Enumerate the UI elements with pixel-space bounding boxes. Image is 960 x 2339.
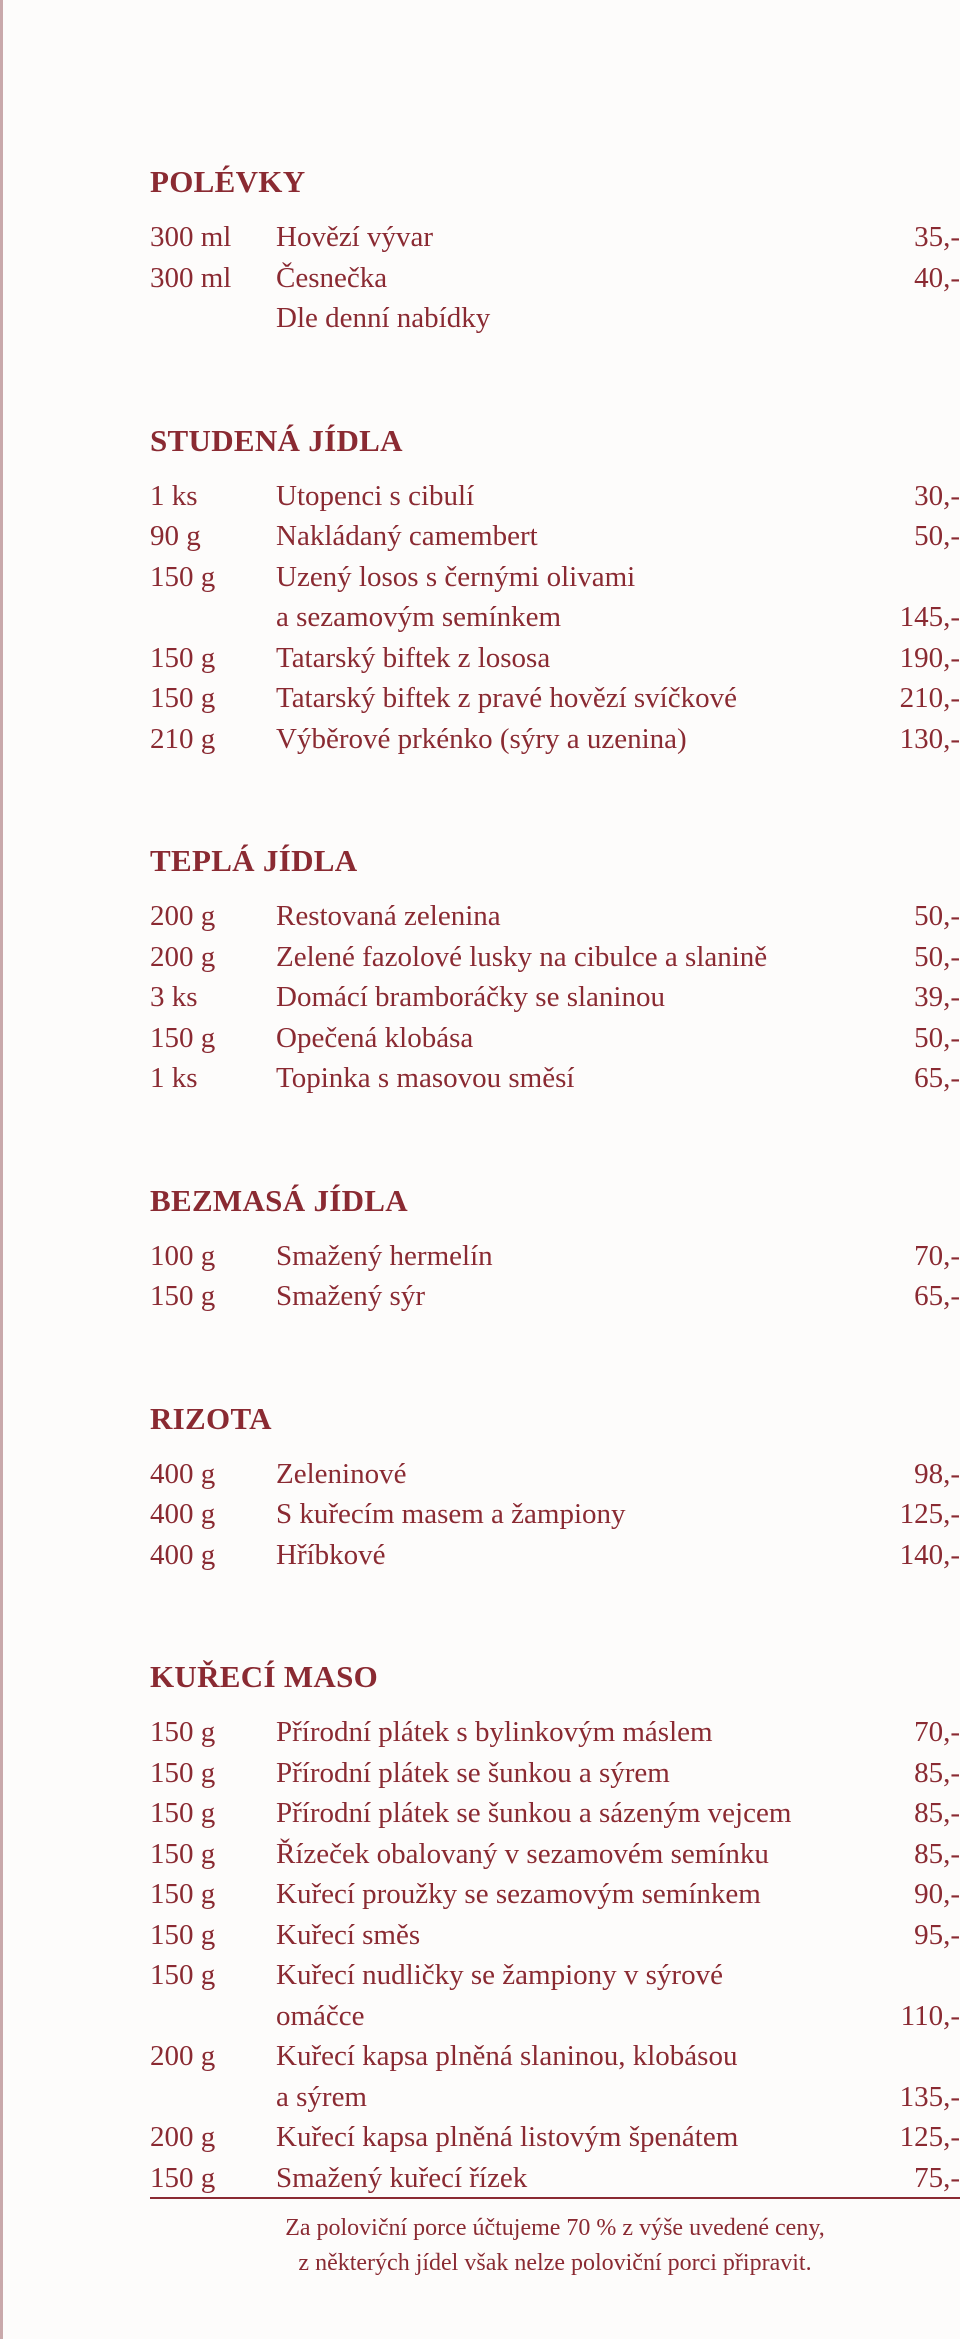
menu-item xyxy=(150,719,960,760)
item-quantity xyxy=(150,1996,276,2037)
item-price: 130,- xyxy=(899,722,960,755)
menu-item xyxy=(150,1236,960,1277)
item-price: 135,- xyxy=(899,2080,960,2113)
menu-item xyxy=(150,937,960,978)
menu-section xyxy=(150,162,960,339)
item-price: 39,- xyxy=(914,981,960,1013)
item-price: 145,- xyxy=(899,601,960,633)
item-quantity: 150 g xyxy=(150,2161,216,2194)
item-name: Hovězí vývar xyxy=(276,221,434,253)
item-quantity: 150 g xyxy=(150,1918,216,1951)
item-quantity: 300 ml xyxy=(150,261,232,294)
item-quantity xyxy=(150,298,276,339)
item-price: 85,- xyxy=(914,1837,960,1870)
item-name: Kuřecí kapsa plněná slaninou, klobásou xyxy=(276,2040,738,2072)
item-name: Kuřecí směs xyxy=(276,1918,421,1951)
item-quantity: 150 g xyxy=(150,1280,216,1312)
item-price: 210,- xyxy=(899,682,960,714)
item-name: Domácí bramboráčky se slaninou xyxy=(276,981,665,1013)
section-title: RIZOTA xyxy=(150,1400,272,1436)
item-price: 75,- xyxy=(914,2161,960,2194)
item-name: Řízeček obalovaný v sezamovém semínku xyxy=(276,1837,769,1870)
item-quantity: 150 g xyxy=(150,560,216,593)
item-quantity: 150 g xyxy=(150,1021,216,1054)
footer-divider xyxy=(150,2197,960,2199)
item-quantity: 200 g xyxy=(150,940,216,973)
item-price xyxy=(948,2036,960,2077)
item-price: 95,- xyxy=(914,1918,960,1951)
item-name: Restovaná zelenina xyxy=(276,900,501,932)
menu-section xyxy=(150,1181,960,1317)
item-price: 70,- xyxy=(914,1239,960,1272)
item-price xyxy=(948,1955,960,1996)
item-name: a sezamovým semínkem xyxy=(276,601,562,633)
item-price xyxy=(948,557,960,598)
item-name: Kuřecí proužky se sezamovým semínkem xyxy=(276,1878,761,1910)
menu-item xyxy=(150,2158,960,2199)
item-name: Kuřecí nudličky se žampiony v sýrové xyxy=(276,1959,723,1991)
item-quantity: 150 g xyxy=(150,1716,216,1748)
menu-item xyxy=(150,516,960,557)
item-name: Výběrové prkénko (sýry a uzenina) xyxy=(276,722,687,755)
item-price: 85,- xyxy=(914,1797,960,1829)
item-price: 140,- xyxy=(899,1538,960,1571)
item-price: 50,- xyxy=(914,520,960,552)
item-quantity xyxy=(150,597,276,638)
item-price: 30,- xyxy=(914,479,960,512)
item-quantity: 90 g xyxy=(150,520,201,552)
item-name: Tatarský biftek z lososa xyxy=(276,641,551,674)
menu-item xyxy=(150,1915,960,1956)
item-name: Opečená klobása xyxy=(276,1021,474,1054)
section-title: STUDENÁ JÍDLA xyxy=(150,422,403,458)
item-name: Topinka s masovou směsí xyxy=(276,1062,575,1094)
item-price: 190,- xyxy=(899,641,960,674)
item-name: Přírodní plátek se šunkou a sýrem xyxy=(276,1756,670,1789)
menu-item xyxy=(150,1494,960,1535)
item-price: 85,- xyxy=(914,1756,960,1789)
item-name: Česnečka xyxy=(276,261,388,294)
menu-section xyxy=(150,1657,960,2198)
item-quantity: 400 g xyxy=(150,1457,216,1490)
item-name: omáčce xyxy=(276,1999,365,2032)
menu-item xyxy=(150,298,960,339)
menu-item xyxy=(150,1996,960,2037)
menu-item xyxy=(150,1712,960,1753)
item-name: Hříbkové xyxy=(276,1538,386,1571)
menu-item xyxy=(150,977,960,1018)
item-quantity: 1 ks xyxy=(150,479,198,512)
item-price: 110,- xyxy=(900,1999,960,2032)
item-name: Tatarský biftek z pravé hovězí svíčkové xyxy=(276,682,737,714)
menu-section xyxy=(150,421,960,760)
menu-item xyxy=(150,1834,960,1875)
item-quantity: 210 g xyxy=(150,722,216,755)
item-name: Zelené fazolové lusky na cibulce a slanině xyxy=(276,940,768,973)
item-name: Smažený kuřecí řízek xyxy=(276,2161,528,2194)
footer-note-line-2: z některých jídel však nelze poloviční porci připravit. xyxy=(298,2250,812,2276)
item-price: 98,- xyxy=(914,1457,960,1490)
item-quantity: 200 g xyxy=(150,2121,216,2153)
menu-item xyxy=(150,678,960,719)
section-title: POLÉVKY xyxy=(150,164,306,199)
footer-note-line-1: Za poloviční porce účtujeme 70 % z výše uvedené ceny, xyxy=(285,2215,825,2241)
item-name: Přírodní plátek s bylinkovým máslem xyxy=(276,1716,713,1748)
item-name: a sýrem xyxy=(276,2080,367,2113)
menu-item xyxy=(150,2036,960,2077)
item-price: 65,- xyxy=(914,1280,960,1312)
menu-item xyxy=(150,2077,960,2118)
item-quantity: 150 g xyxy=(150,1756,216,1789)
item-price: 50,- xyxy=(914,940,960,973)
item-quantity: 150 g xyxy=(150,641,216,674)
item-name: Smažený sýr xyxy=(276,1280,425,1312)
section-title: KUŘECÍ MASO xyxy=(150,1659,379,1694)
item-quantity: 200 g xyxy=(150,2040,216,2072)
menu-item xyxy=(150,896,960,937)
menu-item xyxy=(150,1058,960,1099)
item-price: 70,- xyxy=(914,1716,960,1748)
menu-item xyxy=(150,1874,960,1915)
menu-section xyxy=(150,841,960,1099)
item-name: Smažený hermelín xyxy=(276,1239,493,1272)
item-name: Nakládaný camembert xyxy=(276,520,538,552)
menu-item xyxy=(150,217,960,258)
menu-item xyxy=(150,1955,960,1996)
menu-item xyxy=(150,1276,960,1317)
footer xyxy=(150,2197,960,2281)
section-title: TEPLÁ JÍDLA xyxy=(150,843,358,878)
menu-item xyxy=(150,1454,960,1495)
menu-item xyxy=(150,2117,960,2158)
item-name: Zeleninové xyxy=(276,1457,407,1490)
item-price: 35,- xyxy=(914,221,960,253)
item-name: Utopenci s cibulí xyxy=(276,479,475,512)
item-quantity xyxy=(150,2077,276,2118)
item-price: 40,- xyxy=(914,261,960,294)
item-price: 125,- xyxy=(899,2121,960,2153)
item-quantity: 3 ks xyxy=(150,981,198,1013)
item-price xyxy=(948,298,960,339)
item-price: 50,- xyxy=(914,900,960,932)
item-quantity: 300 ml xyxy=(150,221,232,253)
item-price: 65,- xyxy=(914,1062,960,1094)
page-edge-line xyxy=(0,0,3,2339)
menu-item xyxy=(150,557,960,598)
item-quantity: 1 ks xyxy=(150,1062,198,1094)
menu-item xyxy=(150,597,960,638)
menu-section xyxy=(150,1399,960,1576)
item-name: Kuřecí kapsa plněná listovým špenátem xyxy=(276,2121,739,2153)
menu-item xyxy=(150,476,960,517)
item-quantity: 200 g xyxy=(150,900,216,932)
menu xyxy=(150,162,960,2280)
menu-item xyxy=(150,1793,960,1834)
item-name: S kuřecím masem a žampiony xyxy=(276,1498,626,1530)
item-quantity: 400 g xyxy=(150,1498,216,1530)
item-quantity: 150 g xyxy=(150,1959,216,1991)
section-title: BEZMASÁ JÍDLA xyxy=(150,1182,408,1218)
menu-item xyxy=(150,1753,960,1794)
menu-item xyxy=(150,638,960,679)
item-quantity: 150 g xyxy=(150,682,216,714)
item-quantity: 100 g xyxy=(150,1239,216,1272)
menu-item xyxy=(150,258,960,299)
item-price: 125,- xyxy=(899,1498,960,1530)
item-quantity: 400 g xyxy=(150,1538,216,1571)
item-quantity: 150 g xyxy=(150,1837,216,1870)
item-name: Přírodní plátek se šunkou a sázeným vejcem xyxy=(276,1797,792,1829)
item-name: Uzený losos s černými olivami xyxy=(276,560,636,593)
item-price: 90,- xyxy=(914,1878,960,1910)
item-price: 50,- xyxy=(914,1021,960,1054)
item-quantity: 150 g xyxy=(150,1878,216,1910)
item-name: Dle denní nabídky xyxy=(276,302,491,334)
menu-item xyxy=(150,1535,960,1576)
item-quantity: 150 g xyxy=(150,1797,216,1829)
menu-item xyxy=(150,1018,960,1059)
